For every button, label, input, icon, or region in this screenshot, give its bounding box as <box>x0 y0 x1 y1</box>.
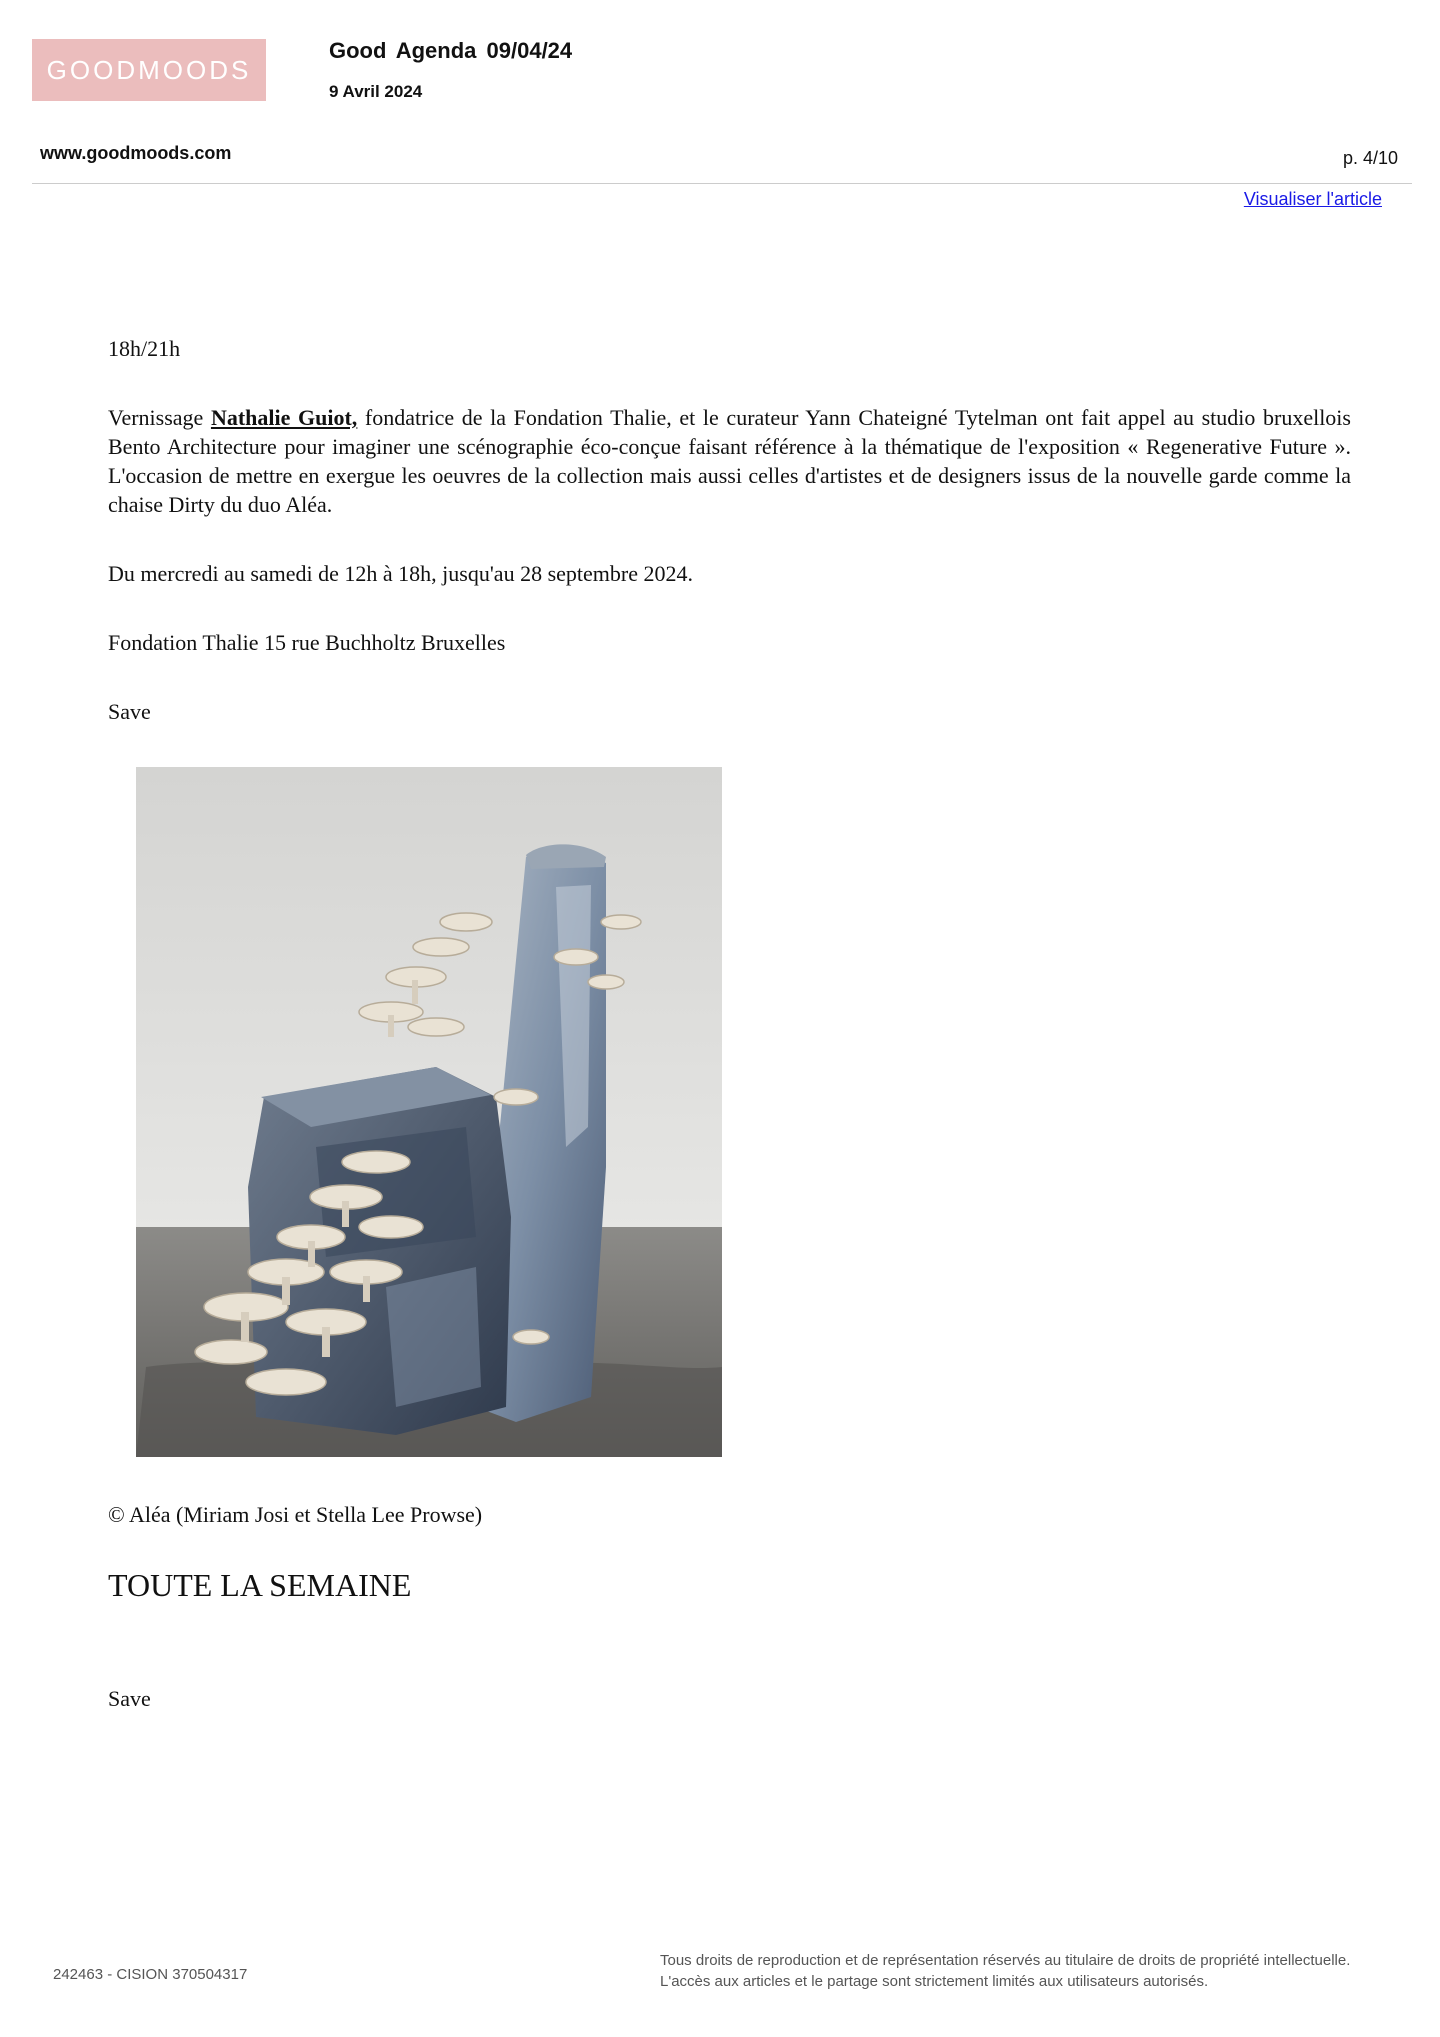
section-heading: TOUTE LA SEMAINE <box>108 1567 412 1603</box>
page-number: p. 4/10 <box>1342 148 1398 168</box>
header-divider <box>32 183 1412 184</box>
opening-hours: Du mercredi au samedi de 12h à 18h, jusqu'au 28 septembre 2024. <box>108 561 693 586</box>
article-paragraph <box>108 403 1351 519</box>
nathalie-guiot-link[interactable]: Nathalie Guiot, <box>210 405 358 430</box>
chair-photo <box>136 767 722 1457</box>
site-url: www.goodmoods.com <box>40 143 232 163</box>
document-title: Good Agenda 09/04/24 <box>329 38 573 63</box>
document-date: 9 Avril 2024 <box>329 82 423 101</box>
footer-document-id: 242463 - CISION 370504317 <box>53 1966 248 1983</box>
view-article-link[interactable]: Visualiser l'article <box>1243 189 1382 209</box>
rights-line: Tous droits de reproduction et de représentation réservés au titulaire de droits de propriété intellectuelle. <box>660 1952 1351 1969</box>
event-time: 18h/21h <box>108 336 181 361</box>
rights-line: L'accès aux articles et le partage sont strictement limités aux utilisateurs autorisés. <box>660 1973 1209 1990</box>
paragraph-prefix: Vernissage <box>108 405 211 430</box>
save-link[interactable]: Save <box>108 1686 151 1711</box>
goodmoods-logo <box>32 39 266 101</box>
save-link[interactable]: Save <box>108 699 151 724</box>
photo-credit: © Aléa (Miriam Josi et Stella Lee Prowse) <box>108 1502 483 1527</box>
venue-address: Fondation Thalie 15 rue Buchholtz Bruxelles <box>108 630 506 655</box>
logo-text: GOODMOODS <box>46 54 252 85</box>
paragraph-body: fondatrice de la Fondation Thalie, et le curateur Yann Chateigné Tytelman ont fait appel au studio bruxellois Bento Architecture pour imaginer une scénographie éco-conçue faisant référence à la thématique de l'exposition « Regenerative Future ». L'occasion de mettre en exergue les oeuvres de la collection mais aussi celles d'artistes et de designers issus de la nouvelle garde comme la chaise Dirty du duo Aléa. <box>108 405 1351 517</box>
footer-rights <box>660 1950 1350 1992</box>
